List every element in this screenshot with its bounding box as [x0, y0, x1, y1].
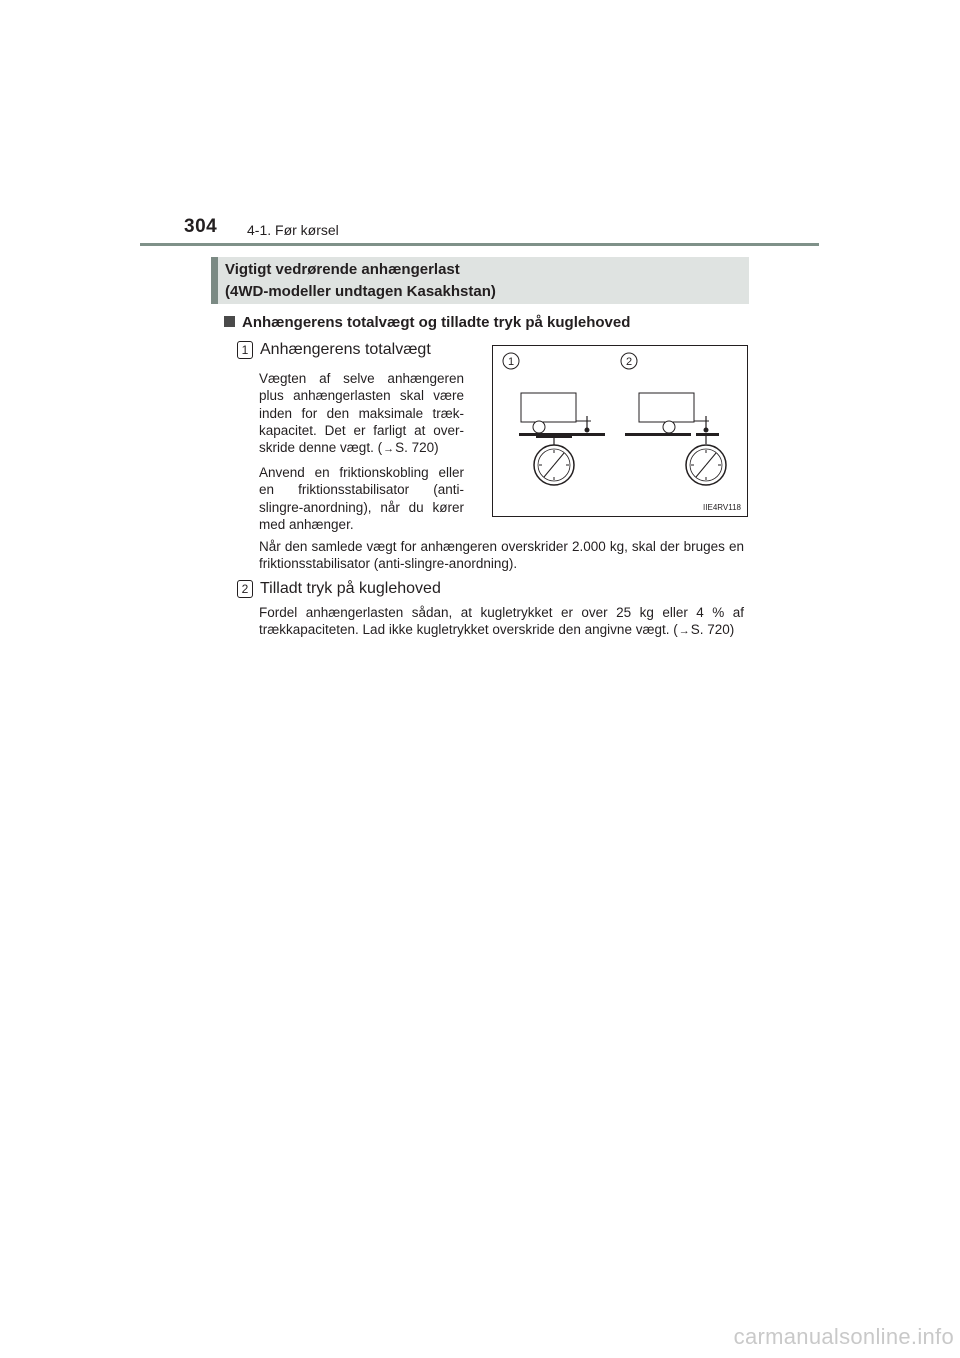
item-1-paragraph-1-text: Vægten af selve anhængeren plus anhængerlasten skal være inden for den maksimale træk-kapacitet. Det er farligt at over-skride denne vægt. ( — [259, 371, 464, 456]
header-divider — [140, 243, 819, 246]
info-box-title-line-2: (4WD-modeller undtagen Kasakhstan) — [225, 283, 496, 300]
item-1-title: Anhængerens totalvægt — [260, 341, 431, 358]
section-title: 4-1. Før kørsel — [247, 222, 339, 238]
subheading-text: Anhængerens totalvægt og tilladte tryk på kuglehoved — [242, 314, 631, 331]
illustration-svg — [493, 346, 749, 518]
callout-marker-1 — [503, 353, 519, 369]
square-bullet-icon — [224, 316, 235, 327]
figure-code: IIE4RV118 — [703, 503, 741, 512]
watermark: carmanualsonline.info — [733, 1324, 954, 1349]
trailer-on-scale — [519, 393, 605, 485]
page-number: 304 — [184, 216, 218, 237]
item-number-badge-2: 2 — [237, 580, 253, 598]
item-2-title: Tilladt tryk på kuglehoved — [260, 580, 441, 597]
callout-label-1: 1 — [507, 356, 515, 368]
page-reference-link[interactable]: S. 720) — [395, 440, 439, 456]
trailer-tongue-on-scale — [625, 393, 726, 485]
subheading — [224, 314, 630, 331]
page-reference-link[interactable]: S. 720) — [690, 622, 735, 638]
info-box-title-line-1: Vigtigt vedrørende anhængerlast — [225, 261, 460, 278]
arrow-right-icon: → — [678, 625, 690, 638]
item-number-badge-1: 1 — [237, 341, 253, 359]
callout-label-2: 2 — [625, 356, 633, 368]
callout-marker-2 — [621, 353, 637, 369]
item-1-paragraph-2: Anvend en friktionskobling eller en friktionsstabilisator (anti-slingre-anordning), når du kører med anhænger. — [259, 465, 464, 532]
item-1-paragraph-1 — [259, 370, 464, 458]
item-2-paragraph — [259, 604, 744, 641]
info-box-accent-bar — [211, 257, 218, 304]
arrow-right-icon: → — [383, 443, 395, 456]
trailer-weight-illustration — [492, 345, 748, 517]
item-2-paragraph-text: Fordel anhængerlasten sådan, at kugletrykket er over 25 kg eller 4 % af trækkapaciteten. Lad ikke kugletrykket overskride den angivne vægt. ( — [259, 605, 744, 638]
item-1-paragraph-3: Når den samlede vægt for anhængeren overskrider 2.000 kg, skal der bruges en friktionsstabilisator (anti-slingre-anordning). — [259, 539, 744, 572]
